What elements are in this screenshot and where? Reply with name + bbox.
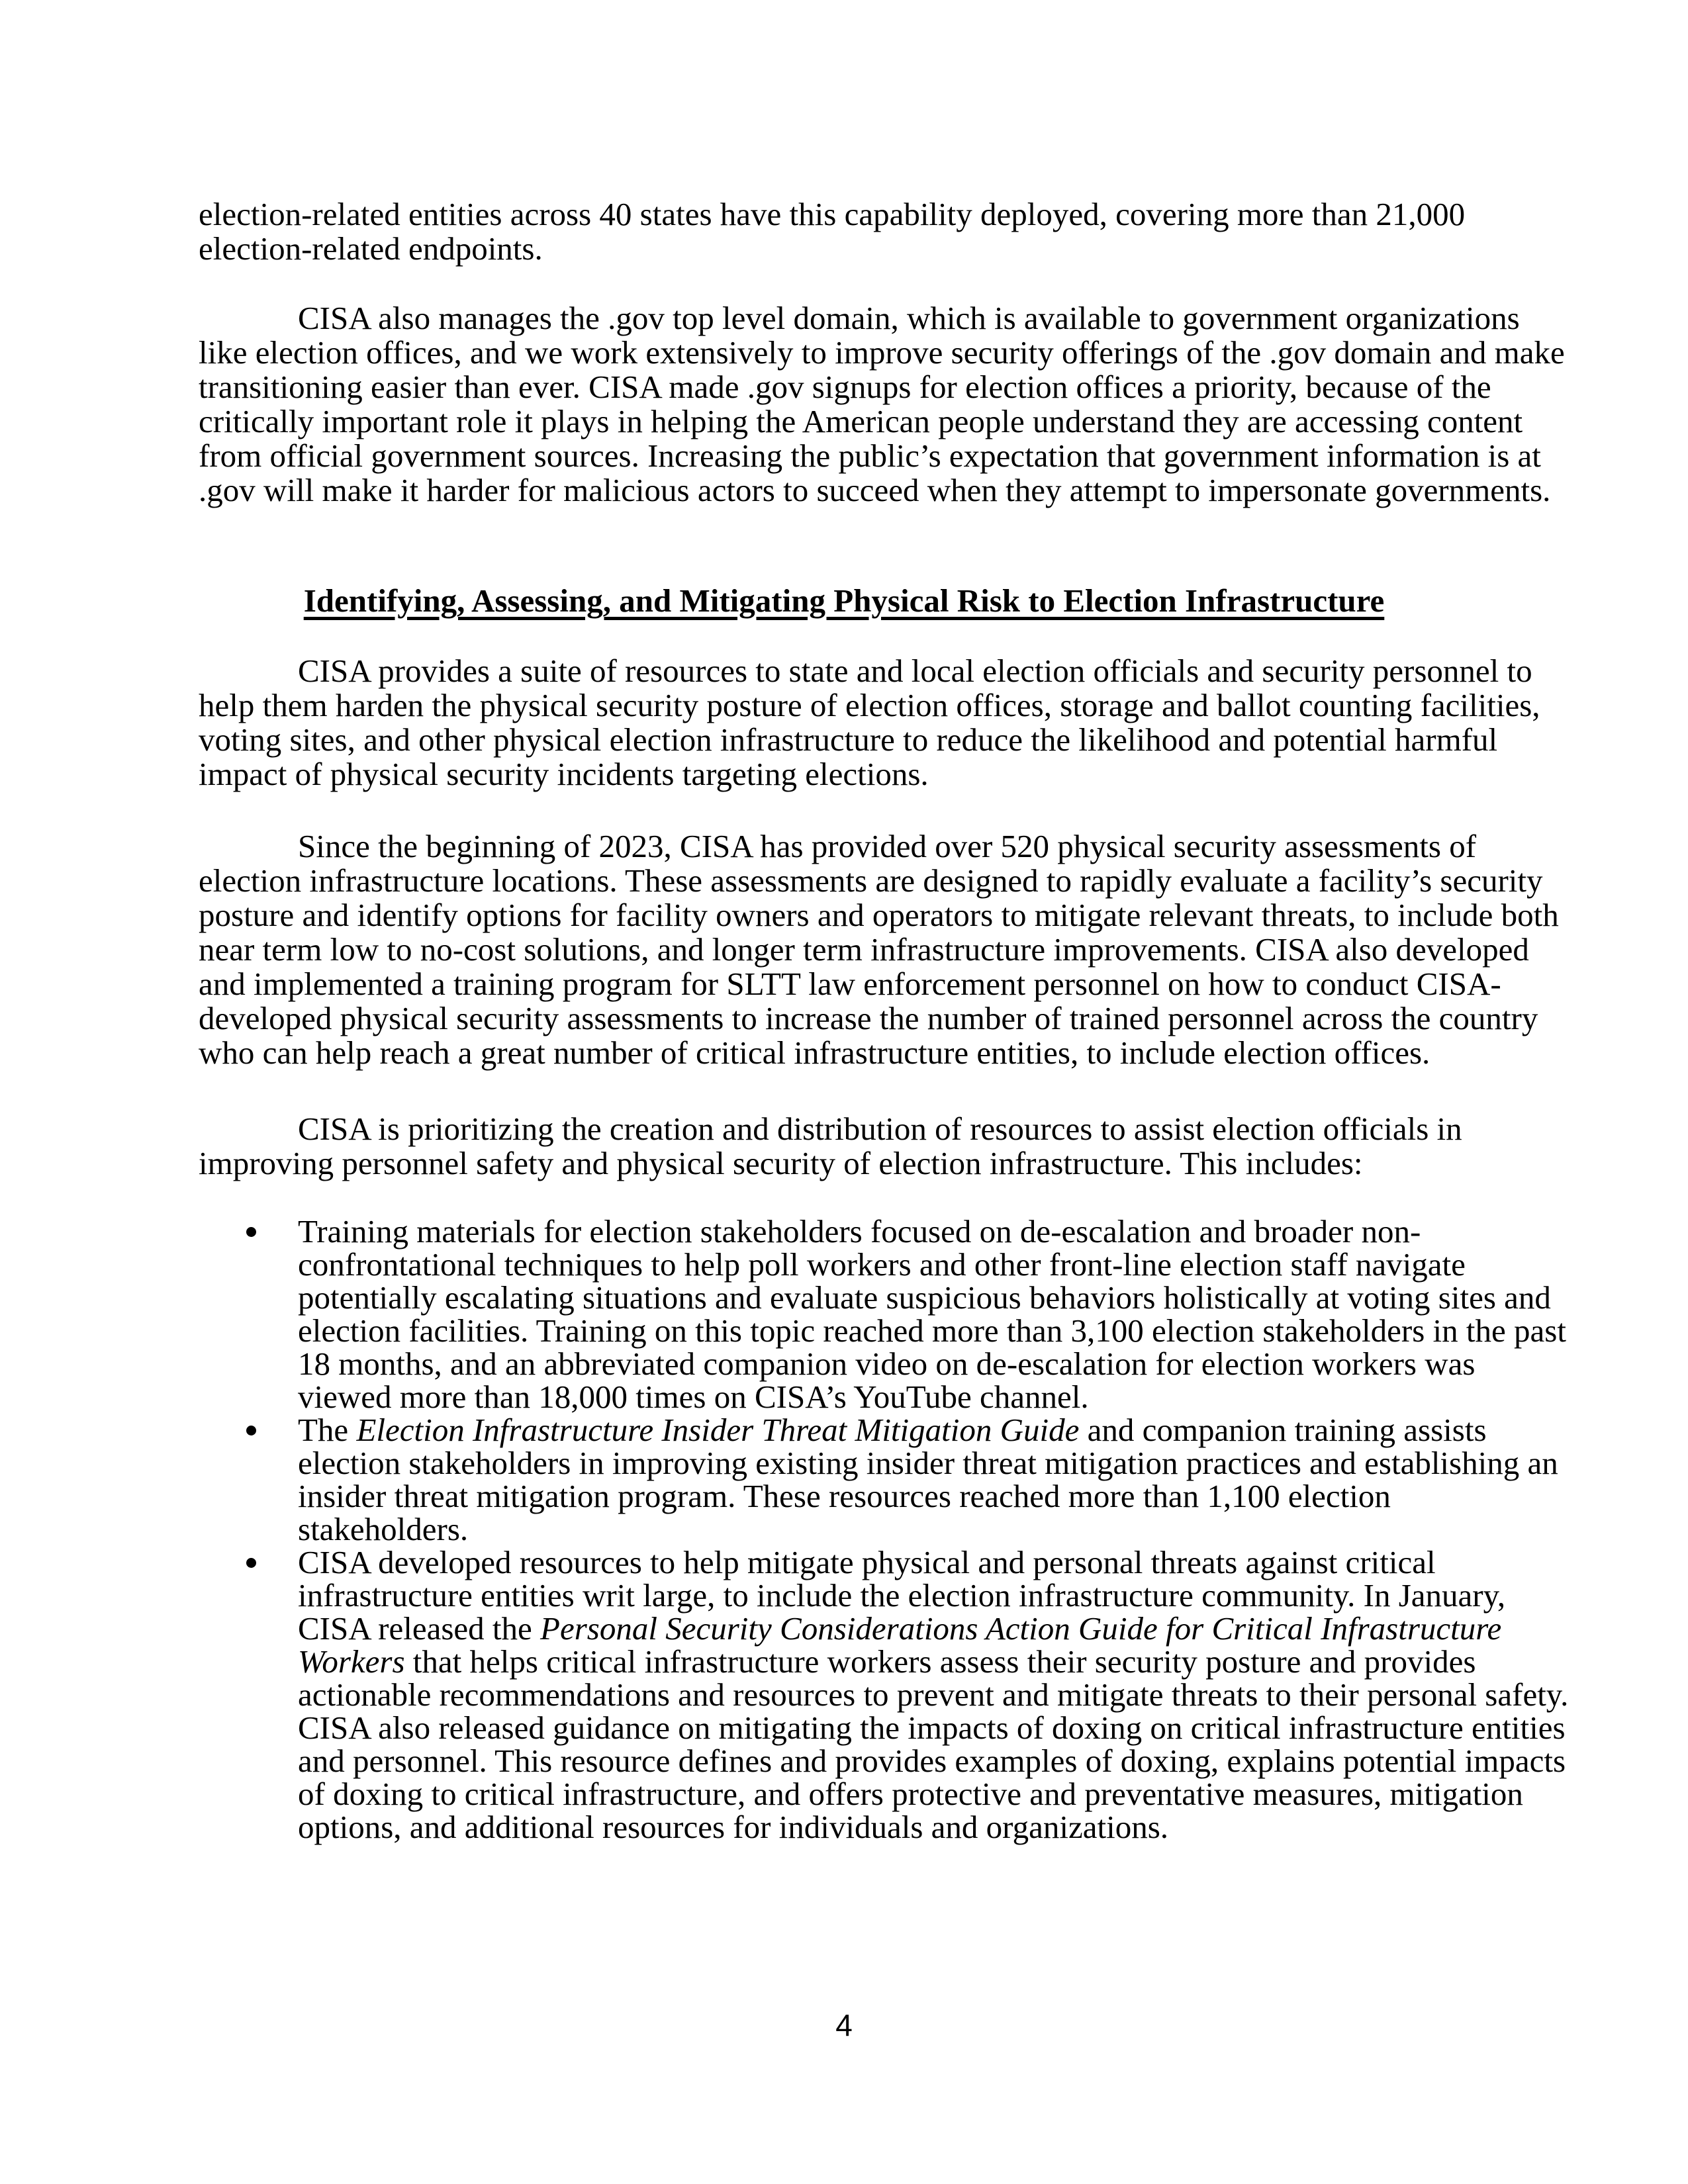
bullet-icon — [246, 1558, 256, 1568]
paragraph-line: transitioning easier than ever. CISA made .gov signups for election offices a priority, because of the — [199, 369, 1491, 405]
bullet-item-personal-security-resources — [199, 1544, 1569, 1845]
section-heading: Identifying, Assessing, and Mitigating Physical Risk to Election Infrastructure — [303, 582, 1385, 619]
bullet-line: potentially escalating situations and evaluate suspicious behaviors holistically at voting sites and — [298, 1279, 1551, 1316]
page-number: 4 — [835, 2008, 853, 2042]
bullet-line: of doxing to critical infrastructure, and offers protective and preventative measures, mitigation — [298, 1776, 1523, 1812]
paragraph-line: critically important role it plays in helping the American people understand they are accessing content — [199, 403, 1523, 439]
paragraph-line: and implemented a training program for SLTT law enforcement personnel on how to conduct CISA- — [199, 966, 1501, 1002]
bullet-line: election facilities. Training on this topic reached more than 3,100 election stakeholders in the past — [298, 1312, 1566, 1349]
text-run: The — [298, 1412, 357, 1448]
paragraph-line: .gov will make it harder for malicious actors to succeed when they attempt to impersonate governments. — [199, 472, 1551, 508]
guide-title-italic: Workers — [298, 1643, 405, 1680]
paragraph-line: from official government sources. Increasing the public’s expectation that government information is at — [199, 437, 1541, 474]
text-run: that helps critical infrastructure workers assess their security posture and provides — [404, 1643, 1476, 1680]
paragraph-line: help them harden the physical security posture of election offices, storage and ballot counting facilities, — [199, 687, 1540, 723]
bullet-line: and personnel. This resource defines and provides examples of doxing, explains potential impacts — [298, 1743, 1566, 1779]
paragraph-line: improving personnel safety and physical security of election infrastructure. This includes: — [199, 1145, 1363, 1181]
paragraph-line: developed physical security assessments to increase the number of trained personnel across the country — [199, 1000, 1538, 1036]
bullet-item-insider-threat-guide — [199, 1412, 1558, 1547]
paragraph-line: election infrastructure locations. These assessments are designed to rapidly evaluate a facility’s security — [199, 862, 1543, 899]
paragraph-line: CISA provides a suite of resources to state and local election officials and security personnel to — [298, 653, 1532, 689]
bullet-item-deescalation-training — [199, 1213, 1566, 1415]
bullet-line: infrastructure entities writ large, to include the election infrastructure community. In January, — [298, 1577, 1506, 1614]
guide-title-italic: Election Infrastructure Insider Threat Mitigation Guide — [356, 1412, 1080, 1448]
paragraph-gov-domain — [199, 300, 1565, 508]
bullet-line — [298, 1610, 1502, 1647]
paragraph-line: like election offices, and we work extensively to improve security offerings of the .gov domain and make — [199, 334, 1565, 371]
text-run: and companion training assists — [1079, 1412, 1487, 1448]
paragraph-line: voting sites, and other physical election infrastructure to reduce the likelihood and potential harmful — [199, 721, 1498, 758]
bullet-icon — [246, 1227, 256, 1237]
text-run: CISA released the — [298, 1610, 541, 1647]
bullet-line: options, and additional resources for individuals and organizations. — [298, 1809, 1169, 1845]
bullet-icon — [246, 1426, 256, 1435]
bullet-line: viewed more than 18,000 times on CISA’s YouTube channel. — [298, 1379, 1089, 1415]
bullet-line: CISA also released guidance on mitigating the impacts of doxing on critical infrastructure entities — [298, 1709, 1566, 1746]
paragraph-resources-suite — [199, 653, 1540, 792]
paragraph-line: who can help reach a great number of critical infrastructure entities, to include election offices. — [199, 1034, 1430, 1071]
paragraph-line: near term low to no-cost solutions, and longer term infrastructure improvements. CISA also developed — [199, 931, 1529, 968]
bullet-line: stakeholders. — [298, 1511, 469, 1547]
bullet-line — [298, 1414, 1496, 1447]
paragraph-line: CISA is prioritizing the creation and distribution of resources to assist election officials in — [298, 1111, 1462, 1147]
bullet-line: CISA developed resources to help mitigate physical and personal threats against critical — [298, 1544, 1436, 1580]
bullet-line — [298, 1645, 1496, 1678]
paragraph-line: posture and identify options for facility owners and operators to mitigate relevant threats, to include both — [199, 897, 1559, 933]
paragraph-assessments — [199, 828, 1559, 1071]
paragraph-prioritizing — [199, 1112, 1496, 1181]
paragraph-line: election-related endpoints. — [199, 230, 543, 267]
bullet-line: election stakeholders in improving existing insider threat mitigation practices and establishing an — [298, 1445, 1558, 1481]
bullet-line: insider threat mitigation program. These resources reached more than 1,100 election — [298, 1478, 1391, 1514]
guide-title-italic: Personal Security Considerations Action Guide for Critical Infrastructure — [540, 1610, 1502, 1647]
paragraph-line: Since the beginning of 2023, CISA has provided over 520 physical security assessments of — [298, 828, 1477, 864]
paragraph-continuation — [199, 197, 1496, 266]
bullet-line: 18 months, and an abbreviated companion video on de-escalation for election workers was — [298, 1345, 1476, 1382]
paragraph-line: election-related entities across 40 states have this capability deployed, covering more than 21,000 — [199, 196, 1466, 232]
bullet-line: confrontational techniques to help poll workers and other front-line election staff navigate — [298, 1246, 1466, 1283]
bullet-line: Training materials for election stakeholders focused on de-escalation and broader non- — [298, 1213, 1421, 1250]
paragraph-line: impact of physical security incidents targeting elections. — [199, 756, 929, 792]
bullet-list — [199, 1213, 1569, 1845]
bullet-line: actionable recommendations and resources to prevent and mitigate threats to their personal safety. — [298, 1676, 1569, 1713]
paragraph-line: CISA also manages the .gov top level domain, which is available to government organizations — [298, 300, 1520, 336]
